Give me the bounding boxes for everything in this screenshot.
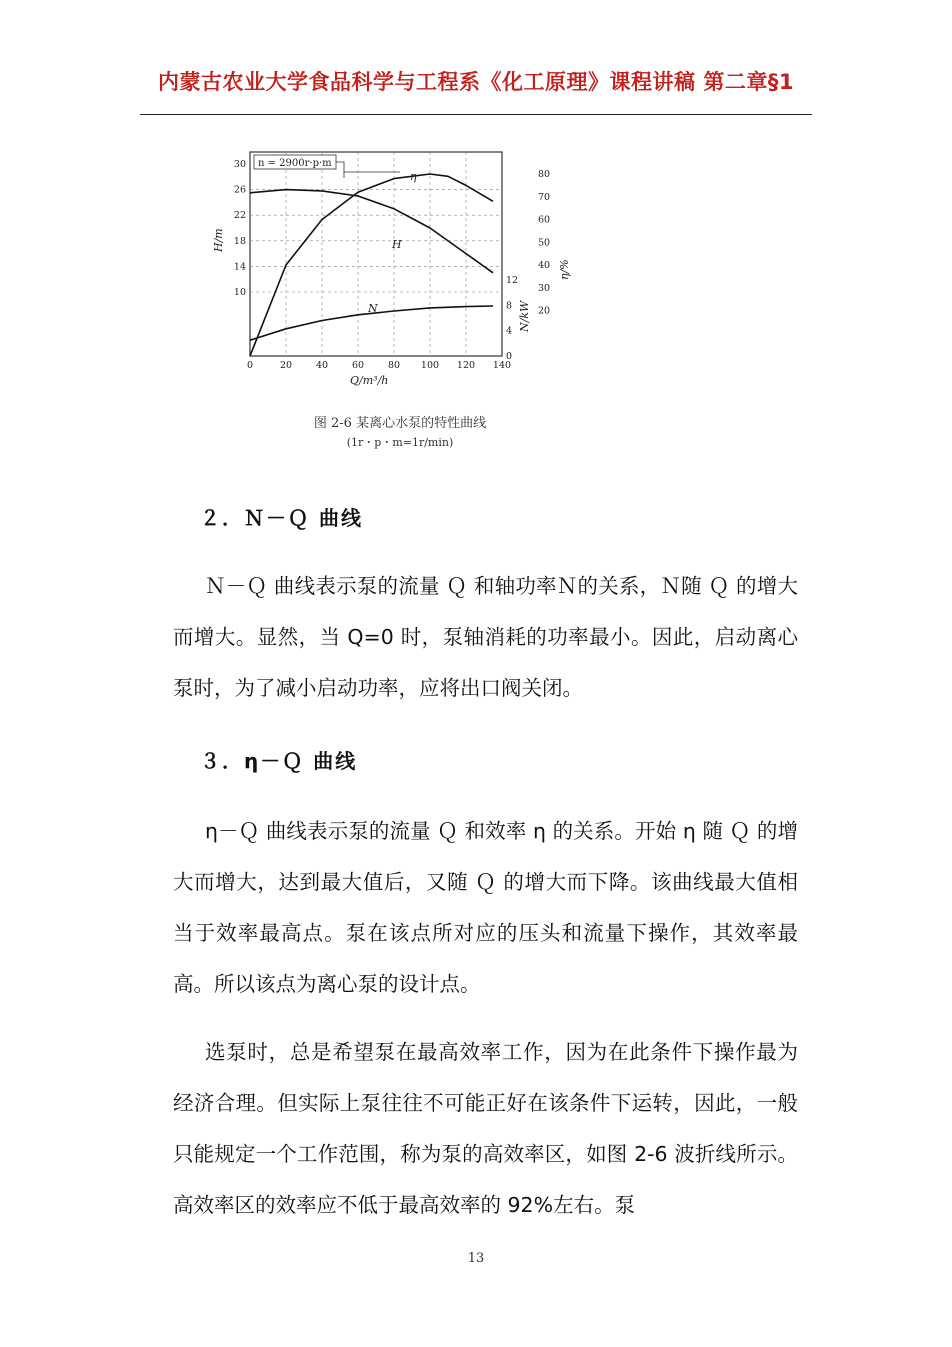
n-tick-label: 8	[506, 300, 513, 312]
eta-tick-label: 50	[538, 237, 551, 249]
h-tick-label: 26	[233, 184, 246, 196]
page-number: 13	[467, 1251, 485, 1266]
eta-tick-label: 40	[538, 260, 551, 271]
n-tick-label: 12	[506, 275, 519, 286]
n-axis-label: N/kW	[518, 300, 531, 332]
x-tick-label: 0	[246, 360, 254, 371]
paragraph-eta-q: η－Ｑ 曲线表示泵的流量 Ｑ 和效率 η 的关系。开始 η 随 Ｑ 的增大而增大，达到最大值后，又随 Ｑ 的增大而下降。该曲线最大值相当于效率最高点。泵在该点所对应的压头和流量下操作，其效率最高。所以该点为离心泵的设计点。	[173, 819, 798, 996]
figure-caption: 图 2-6 某离心水泵的特性曲线	[313, 416, 487, 431]
grid	[250, 152, 502, 356]
n-tick-label: 4	[506, 325, 513, 337]
paragraph-n-q: Ｎ－Ｑ 曲线表示泵的流量 Ｑ 和轴功率Ｎ的关系，Ｎ随 Ｑ 的增大而增大。显然，当 Q=0 时，泵轴消耗的功率最小。因此，启动离心泵时，为了减小启动功率，应将出口阀关闭。	[173, 574, 798, 700]
page-header: 内蒙古农业大学食品科学与工程系《化工原理》课程讲稿 第二章§1	[158, 70, 794, 94]
header-rule	[140, 114, 812, 115]
h-tick-label: 14	[233, 261, 246, 273]
x-tick-label: 120	[456, 360, 476, 371]
section-title-eta-q: ３．η－Ｑ 曲线	[200, 749, 358, 773]
eta-tick-label: 80	[538, 169, 551, 180]
x-tick-label: 20	[279, 360, 293, 371]
eta-curve-label: η	[410, 170, 417, 183]
n-curve-label: N	[368, 302, 378, 315]
h-tick-label: 18	[233, 235, 246, 247]
h-tick-label: 30	[233, 159, 246, 170]
paragraph-pump-selection: 选泵时，总是希望泵在最高效率工作，因为在此条件下操作最为经济合理。但实际上泵往往不可能正好在该条件下运转，因此，一般只能规定一个工作范围，称为泵的高效率区，如图 2-6 波折线所示。高效率区的效率应不低于最高效率的 92%左右。泵	[173, 1040, 798, 1217]
eta-tick-label: 60	[538, 214, 551, 226]
h-tick-label: 10	[233, 287, 246, 298]
figure-caption-note: (1r・p・m=1r/min)	[346, 436, 454, 449]
eta-tick-label: 70	[538, 191, 551, 203]
speed-label: n = 2900r·p·m	[258, 158, 332, 169]
eta-axis-label: η/%	[558, 259, 571, 280]
pump-characteristic-chart	[210, 122, 590, 412]
h-axis-label: H/m	[212, 228, 225, 252]
x-tick-label: 60	[351, 360, 365, 371]
h-curve-label: H	[392, 238, 402, 251]
x-tick-label: 80	[387, 360, 401, 371]
h-curve	[250, 190, 493, 273]
section-title-n-q: ２．Ｎ－Ｑ 曲线	[200, 506, 363, 530]
x-tick-label: 40	[315, 360, 329, 371]
speed-leader-line	[336, 162, 400, 178]
h-tick-label: 22	[233, 210, 246, 222]
eta-tick-label: 20	[538, 305, 551, 317]
x-axis-label: Q/m³/h	[350, 374, 389, 387]
curves	[250, 174, 493, 356]
figure-2-6	[210, 122, 590, 458]
x-tick-label: 100	[420, 360, 440, 371]
eta-tick-label: 30	[538, 282, 551, 294]
n-tick-label: 0	[506, 351, 513, 362]
x-tick-label: 140	[492, 360, 512, 371]
plot-frame	[250, 152, 502, 356]
